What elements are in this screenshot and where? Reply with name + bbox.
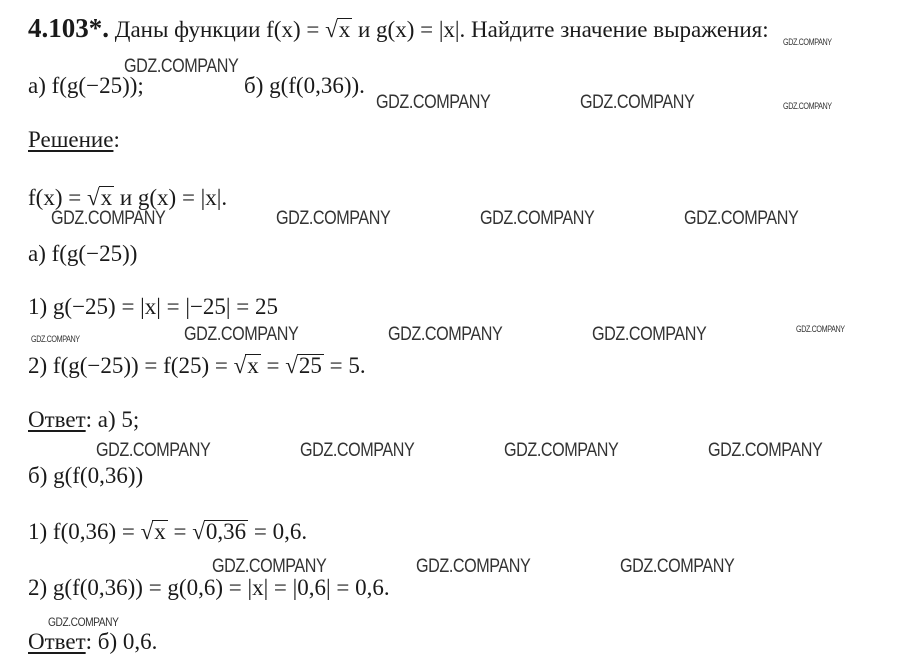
sqrt-symbol: √25 bbox=[285, 353, 322, 378]
part-a-step1: 1) g(−25) = |x| = |−25| = 25 bbox=[28, 294, 279, 319]
sqrt-symbol: √x bbox=[86, 185, 113, 210]
watermark: GDZ.COMPANY bbox=[580, 92, 695, 113]
part-b-step2: 2) g(f(0,36)) = g(0,6) = |x| = |0,6| = 0,6. bbox=[28, 575, 390, 600]
answer-b: Ответ: б) 0,6. bbox=[28, 629, 158, 654]
answer-a: Ответ: а) 5; bbox=[28, 407, 140, 432]
watermark: GDZ.COMPANY bbox=[96, 440, 211, 461]
watermark: GDZ.COMPANY bbox=[300, 440, 415, 461]
part-b-step1: 1) f(0,36) = √x = √0,36 = 0,6. bbox=[28, 519, 308, 544]
sqrt-symbol: √0,36 bbox=[192, 519, 247, 544]
watermark: GDZ.COMPANY bbox=[416, 556, 531, 577]
watermark: GDZ.COMPANY bbox=[48, 615, 119, 629]
watermark: GDZ.COMPANY bbox=[796, 324, 845, 334]
watermark: GDZ.COMPANY bbox=[783, 37, 832, 47]
watermark: GDZ.COMPANY bbox=[51, 208, 166, 229]
watermark: GDZ.COMPANY bbox=[684, 208, 799, 229]
problem-number: 4.103*. bbox=[28, 13, 109, 43]
watermark: GDZ.COMPANY bbox=[388, 324, 503, 345]
problem-part-a: а) f(g(−25)); bbox=[28, 73, 144, 98]
watermark: GDZ.COMPANY bbox=[592, 324, 707, 345]
watermark: GDZ.COMPANY bbox=[504, 440, 619, 461]
watermark: GDZ.COMPANY bbox=[124, 56, 239, 77]
watermark: GDZ.COMPANY bbox=[708, 440, 823, 461]
watermark: GDZ.COMPANY bbox=[212, 556, 327, 577]
watermark: GDZ.COMPANY bbox=[480, 208, 595, 229]
sqrt-symbol: √x bbox=[325, 17, 351, 42]
watermark: GDZ.COMPANY bbox=[31, 334, 80, 344]
given-functions: f(x) = √x и g(x) = |x|. bbox=[28, 185, 228, 210]
part-b-header: б) g(f(0,36)) bbox=[28, 463, 144, 488]
solution-heading: Решение: bbox=[28, 127, 120, 152]
watermark: GDZ.COMPANY bbox=[620, 556, 735, 577]
watermark: GDZ.COMPANY bbox=[376, 92, 491, 113]
part-a-step2: 2) f(g(−25)) = f(25) = √x = √25 = 5. bbox=[28, 353, 366, 378]
part-a-header: а) f(g(−25)) bbox=[28, 241, 138, 266]
problem-statement: 4.103*. Даны функции f(x) = √x и g(x) = |x|. Найдите значение выражения: bbox=[28, 13, 769, 43]
problem-part-b: б) g(f(0,36)). bbox=[244, 73, 365, 98]
watermark: GDZ.COMPANY bbox=[184, 324, 299, 345]
sqrt-symbol: √x bbox=[140, 519, 166, 544]
watermark: GDZ.COMPANY bbox=[276, 208, 391, 229]
watermark: GDZ.COMPANY bbox=[783, 101, 832, 111]
sqrt-symbol: √x bbox=[233, 353, 259, 378]
